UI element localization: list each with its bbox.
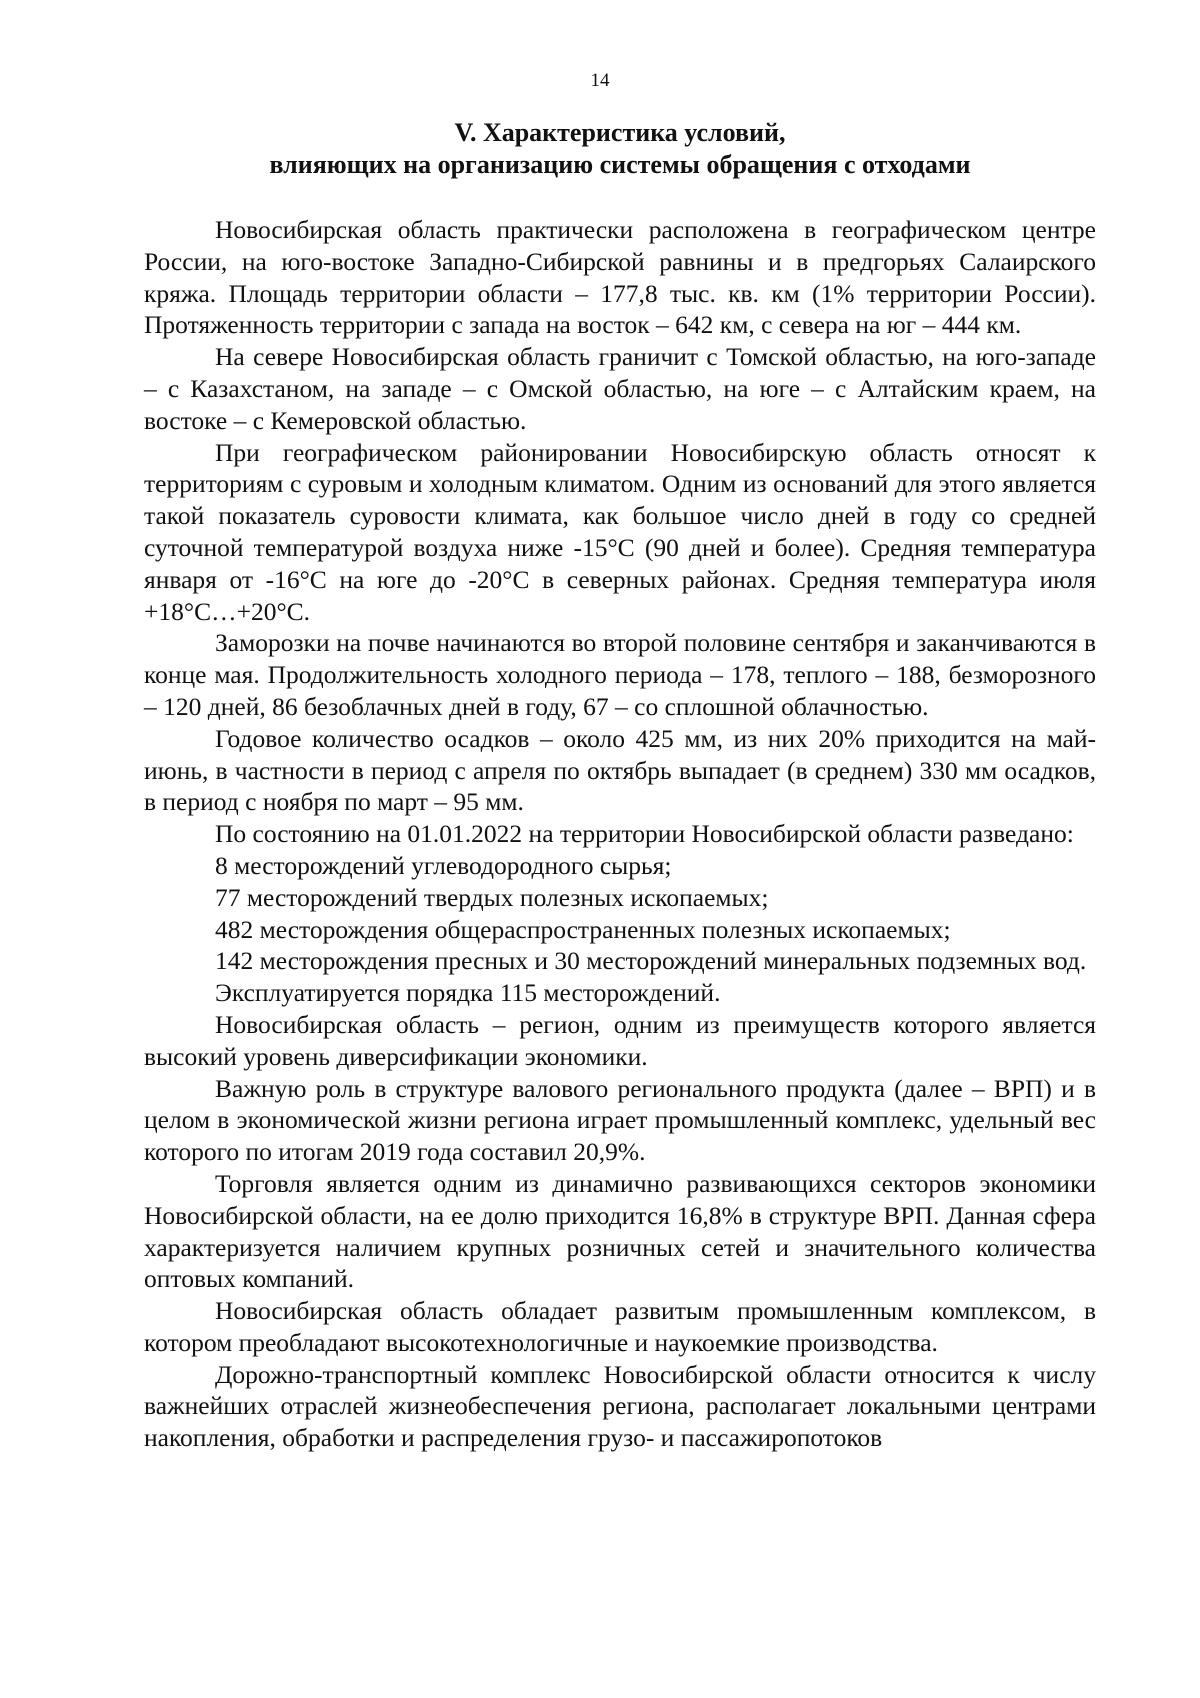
section-heading-line-1: V. Характеристика условий,	[454, 118, 786, 147]
paragraph-frosts: Заморозки на почве начинаются во второй половине сентября и заканчиваются в конце мая. Продолжительность холодного периода – 178, теплого – 188, безморозного – 120 дней, 86 безоблачных дней в году, 67 – со сплошной облачностью.	[144, 628, 1096, 721]
paragraph-borders: На севере Новосибирская область граничит с Томской областью, на юго-западе – с Казахстаном, на западе – с Омской областью, на юге – с Алтайским краем, на востоке – с Кемеровской областью.	[144, 342, 1096, 435]
list-item-hydrocarbon-deposits: 8 месторождений углеводородного сырья;	[215, 850, 672, 880]
paragraph-trade: Торговля является одним из динамично развивающихся секторов экономики Новосибирской области, на ее долю приходится 16,8% в структуре ВРП. Данная сфера характеризуется наличием крупных розничных сетей и значительного количества оптовых компаний.	[144, 1168, 1096, 1294]
page-number: 14	[590, 70, 610, 91]
paragraph-precipitation: Годовое количество осадков – около 425 мм, из них 20% приходится на май-июнь, в частности в период с апреля по октябрь выпадает (в среднем) 330 мм осадков, в период с ноября по март – 95 мм.	[144, 723, 1096, 817]
section-heading-line-2: влияющих на организацию системы обращения с отходами	[269, 150, 971, 179]
list-item-solid-mineral-deposits: 77 месторождений твердых полезных ископаемых;	[215, 882, 769, 912]
paragraph-geography: Новосибирская область практически расположена в географическом центре России, на юго-востоке Западно-Сибирской равнины и в предгорьях Салаирского кряжа. Площадь территории области – 177,8 тыс. кв. км (1% территории России). Протяженность территории с запада на восток – 642 км, с севера на юг – 444 км.	[144, 215, 1096, 340]
paragraph-industrial-complex: Важную роль в структуре валового регионального продукта (далее – ВРП) и в целом в экономической жизни региона играет промышленный комплекс, удельный вес которого по итогам 2019 года составил 20,9%.	[144, 1073, 1096, 1167]
paragraph-diversification: Новосибирская область – регион, одним из преимуществ которого является высокий уровень диверсификации экономики.	[144, 1009, 1096, 1071]
list-item-common-mineral-deposits: 482 месторождения общераспространенных полезных ископаемых;	[215, 914, 951, 944]
paragraph-high-tech-industry: Новосибирская область обладает развитым промышленным комплексом, в котором преобладают высокотехнологичные и наукоемкие производства.	[144, 1296, 1096, 1357]
list-item-groundwater-deposits: 142 месторождения пресных и 30 месторождений минеральных подземных вод.	[215, 946, 1087, 976]
paragraph-deposits-intro: По состоянию на 01.01.2022 на территории Новосибирской области разведано:	[215, 819, 1074, 849]
paragraph-climate: При географическом районировании Новосибирскую область относят к территориям с суровым и холодным климатом. Одним из оснований для этого является такой показатель суровости климата, как большое число дней в году со средней суточной температурой воздуха ниже -15°С (90 дней и более). Средняя температура января от -16°С на юге до -20°С в северных районах. Средняя температура июля +18°С…+20°С.	[144, 437, 1096, 626]
paragraph-exploited-deposits: Эксплуатируется порядка 115 месторождений.	[215, 978, 721, 1008]
section-heading	[140, 117, 1100, 181]
paragraph-transport: Дорожно-транспортный комплекс Новосибирской области относится к числу важнейших отраслей жизнеобеспечения региона, располагает локальными центрами накопления, обработки и распределения грузо- и пассажиропотоков	[144, 1359, 1096, 1453]
body-text	[144, 214, 1096, 1454]
